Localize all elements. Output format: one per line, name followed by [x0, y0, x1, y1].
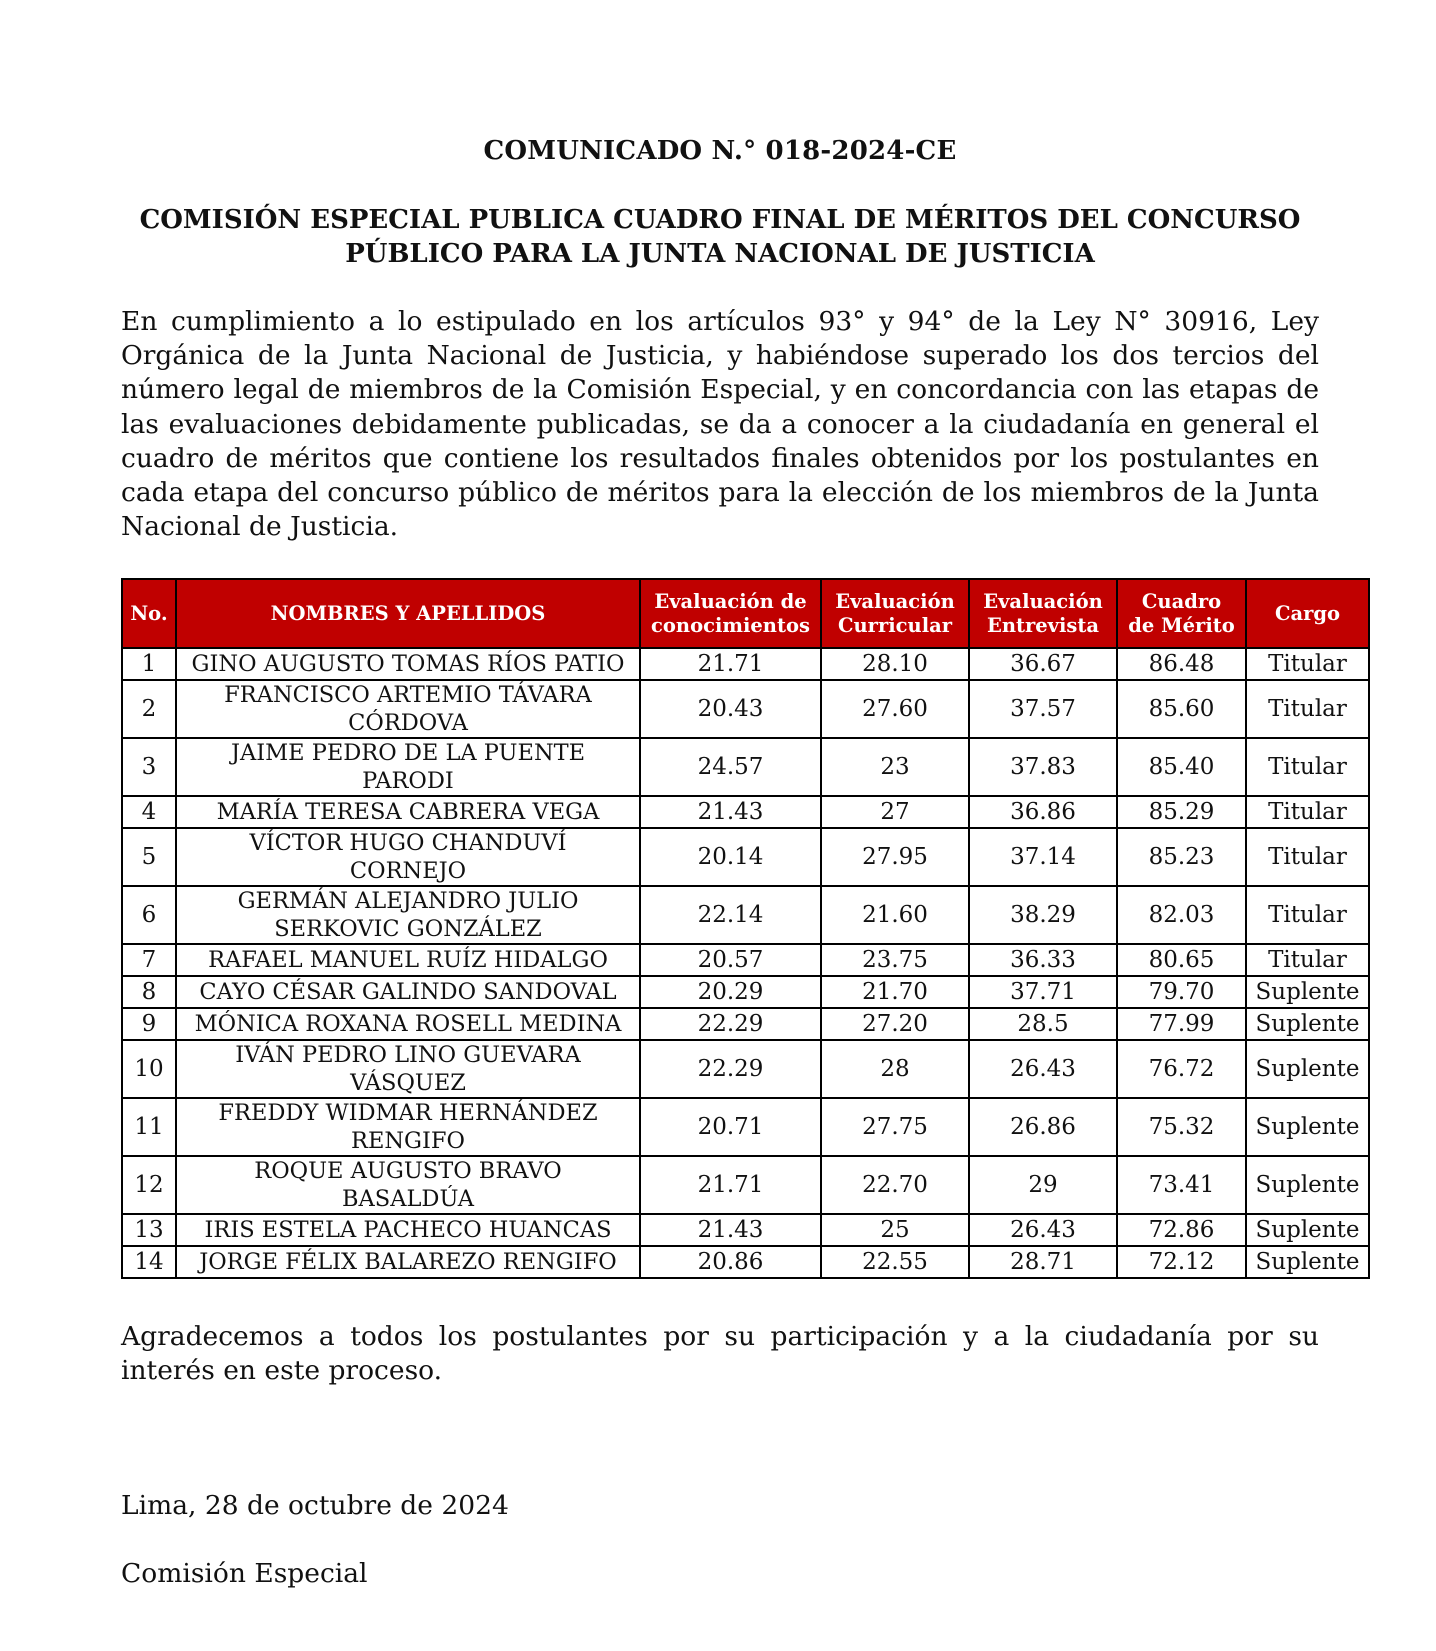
cell-merito: 86.48: [1117, 648, 1246, 680]
cell-name: MARÍA TERESA CABRERA VEGA: [176, 796, 640, 828]
cell-curricular: 23: [821, 738, 969, 796]
column-header-conocimientos: Evaluación de conocimientos: [640, 579, 821, 648]
cell-merito: 79.70: [1117, 976, 1246, 1008]
cell-no: 11: [122, 1098, 176, 1156]
cell-merito: 85.29: [1117, 796, 1246, 828]
cell-curricular: 25: [821, 1214, 969, 1246]
cell-no: 13: [122, 1214, 176, 1246]
closing-paragraph: Agradecemos a todos los postulantes por su participación y a la ciudadanía por su interés en este proceso.: [121, 1321, 1319, 1387]
table-row: [122, 1098, 1369, 1156]
document-subtitle: [121, 203, 1319, 271]
cell-conocimientos: 20.14: [640, 828, 821, 886]
cell-name: CAYO CÉSAR GALINDO SANDOVAL: [176, 976, 640, 1008]
cell-no: 4: [122, 796, 176, 828]
table-row: [122, 648, 1369, 680]
cell-no: 3: [122, 738, 176, 796]
cell-cargo: Titular: [1246, 648, 1369, 680]
cell-cargo: Titular: [1246, 886, 1369, 944]
cell-conocimientos: 20.29: [640, 976, 821, 1008]
cell-name: IVÁN PEDRO LINO GUEVARA VÁSQUEZ: [176, 1040, 640, 1098]
cell-cargo: Suplente: [1246, 1156, 1369, 1214]
cell-conocimientos: 21.43: [640, 1214, 821, 1246]
cell-cargo: Suplente: [1246, 1098, 1369, 1156]
table-row: [122, 1156, 1369, 1214]
cell-entrevista: 36.86: [969, 796, 1117, 828]
cell-merito: 85.40: [1117, 738, 1246, 796]
cell-conocimientos: 22.29: [640, 1040, 821, 1098]
cell-entrevista: 37.14: [969, 828, 1117, 886]
cell-name: JORGE FÉLIX BALAREZO RENGIFO: [176, 1246, 640, 1278]
subtitle-line-1: COMISIÓN ESPECIAL PUBLICA CUADRO FINAL DE MÉRITOS DEL CONCURSO: [139, 205, 1301, 235]
merit-table-container: [121, 578, 1368, 1279]
cell-curricular: 27.20: [821, 1008, 969, 1040]
table-row: [122, 738, 1369, 796]
column-header-name: NOMBRES Y APELLIDOS: [176, 579, 640, 648]
cell-conocimientos: 20.57: [640, 944, 821, 976]
cell-curricular: 27.95: [821, 828, 969, 886]
cell-conocimientos: 24.57: [640, 738, 821, 796]
cell-name: RAFAEL MANUEL RUÍZ HIDALGO: [176, 944, 640, 976]
cell-curricular: 28.10: [821, 648, 969, 680]
cell-cargo: Titular: [1246, 944, 1369, 976]
table-row: [122, 886, 1369, 944]
cell-no: 6: [122, 886, 176, 944]
cell-cargo: Suplente: [1246, 1008, 1369, 1040]
cell-entrevista: 36.67: [969, 648, 1117, 680]
cell-conocimientos: 20.86: [640, 1246, 821, 1278]
table-row: [122, 828, 1369, 886]
document-date: Lima, 28 de octubre de 2024: [121, 1490, 509, 1521]
cell-no: 14: [122, 1246, 176, 1278]
cell-curricular: 27: [821, 796, 969, 828]
cell-no: 10: [122, 1040, 176, 1098]
cell-name: FREDDY WIDMAR HERNÁNDEZ RENGIFO: [176, 1098, 640, 1156]
cell-merito: 75.32: [1117, 1098, 1246, 1156]
table-row: [122, 1246, 1369, 1278]
cell-merito: 85.23: [1117, 828, 1246, 886]
cell-merito: 72.12: [1117, 1246, 1246, 1278]
cell-entrevista: 28.5: [969, 1008, 1117, 1040]
cell-cargo: Titular: [1246, 796, 1369, 828]
cell-name: MÓNICA ROXANA ROSELL MEDINA: [176, 1008, 640, 1040]
column-header-cargo: Cargo: [1246, 579, 1369, 648]
cell-entrevista: 26.86: [969, 1098, 1117, 1156]
cell-merito: 80.65: [1117, 944, 1246, 976]
cell-entrevista: 37.71: [969, 976, 1117, 1008]
cell-conocimientos: 21.71: [640, 648, 821, 680]
column-header-entrevista: Evaluación Entrevista: [969, 579, 1117, 648]
cell-entrevista: 26.43: [969, 1040, 1117, 1098]
cell-curricular: 27.60: [821, 680, 969, 738]
column-header-merito: Cuadro de Mérito: [1117, 579, 1246, 648]
cell-cargo: Suplente: [1246, 1246, 1369, 1278]
cell-conocimientos: 20.71: [640, 1098, 821, 1156]
cell-merito: 72.86: [1117, 1214, 1246, 1246]
table-row: [122, 1040, 1369, 1098]
document-title: COMUNICADO N.° 018-2024-CE: [483, 136, 957, 166]
cell-no: 2: [122, 680, 176, 738]
cell-conocimientos: 20.43: [640, 680, 821, 738]
cell-cargo: Titular: [1246, 738, 1369, 796]
cell-entrevista: 29: [969, 1156, 1117, 1214]
cell-cargo: Suplente: [1246, 1214, 1369, 1246]
cell-cargo: Suplente: [1246, 976, 1369, 1008]
subtitle-line-2: PÚBLICO PARA LA JUNTA NACIONAL DE JUSTICIA: [345, 239, 1095, 269]
cell-merito: 85.60: [1117, 680, 1246, 738]
cell-conocimientos: 22.29: [640, 1008, 821, 1040]
column-header-curricular: Evaluación Curricular: [821, 579, 969, 648]
cell-no: 7: [122, 944, 176, 976]
cell-merito: 77.99: [1117, 1008, 1246, 1040]
cell-no: 12: [122, 1156, 176, 1214]
cell-name: VÍCTOR HUGO CHANDUVÍ CORNEJO: [176, 828, 640, 886]
table-row: [122, 976, 1369, 1008]
cell-no: 1: [122, 648, 176, 680]
cell-curricular: 22.70: [821, 1156, 969, 1214]
cell-no: 5: [122, 828, 176, 886]
cell-cargo: Suplente: [1246, 1040, 1369, 1098]
cell-curricular: 27.75: [821, 1098, 969, 1156]
cell-conocimientos: 21.43: [640, 796, 821, 828]
cell-entrevista: 26.43: [969, 1214, 1117, 1246]
cell-cargo: Titular: [1246, 680, 1369, 738]
cell-curricular: 21.70: [821, 976, 969, 1008]
cell-curricular: 22.55: [821, 1246, 969, 1278]
cell-name: ROQUE AUGUSTO BRAVO BASALDÚA: [176, 1156, 640, 1214]
merit-table: [121, 578, 1370, 1279]
cell-name: FRANCISCO ARTEMIO TÁVARA CÓRDOVA: [176, 680, 640, 738]
cell-cargo: Titular: [1246, 828, 1369, 886]
cell-curricular: 28: [821, 1040, 969, 1098]
signature: Comisión Especial: [121, 1558, 368, 1589]
cell-conocimientos: 21.71: [640, 1156, 821, 1214]
cell-merito: 82.03: [1117, 886, 1246, 944]
cell-name: GINO AUGUSTO TOMAS RÍOS PATIO: [176, 648, 640, 680]
table-row: [122, 796, 1369, 828]
cell-no: 8: [122, 976, 176, 1008]
cell-name: JAIME PEDRO DE LA PUENTE PARODI: [176, 738, 640, 796]
cell-no: 9: [122, 1008, 176, 1040]
cell-conocimientos: 22.14: [640, 886, 821, 944]
table-row: [122, 680, 1369, 738]
cell-name: IRIS ESTELA PACHECO HUANCAS: [176, 1214, 640, 1246]
column-header-no: No.: [122, 579, 176, 648]
cell-merito: 76.72: [1117, 1040, 1246, 1098]
table-row: [122, 944, 1369, 976]
cell-entrevista: 28.71: [969, 1246, 1117, 1278]
table-row: [122, 1214, 1369, 1246]
cell-entrevista: 36.33: [969, 944, 1117, 976]
cell-curricular: 21.60: [821, 886, 969, 944]
cell-merito: 73.41: [1117, 1156, 1246, 1214]
cell-curricular: 23.75: [821, 944, 969, 976]
cell-entrevista: 37.83: [969, 738, 1117, 796]
table-row: [122, 1008, 1369, 1040]
intro-paragraph: En cumplimiento a lo estipulado en los artículos 93° y 94° de la Ley N° 30916, Ley Orgánica de la Junta Nacional de Justicia, y habiéndose superado los dos tercios del número legal de miembros de la Comisión Especial, y en concordancia con las etapas de las evaluaciones debidamente publicadas, se da a conocer a la ciudadanía en general el cuadro de méritos que contiene los resultados finales obtenidos por los postulantes en cada etapa del concurso público de méritos para la elección de los miembros de la Junta Nacional de Justicia.: [121, 306, 1319, 543]
cell-entrevista: 37.57: [969, 680, 1117, 738]
cell-entrevista: 38.29: [969, 886, 1117, 944]
table-header-row: [122, 579, 1369, 648]
cell-name: GERMÁN ALEJANDRO JULIO SERKOVIC GONZÁLEZ: [176, 886, 640, 944]
